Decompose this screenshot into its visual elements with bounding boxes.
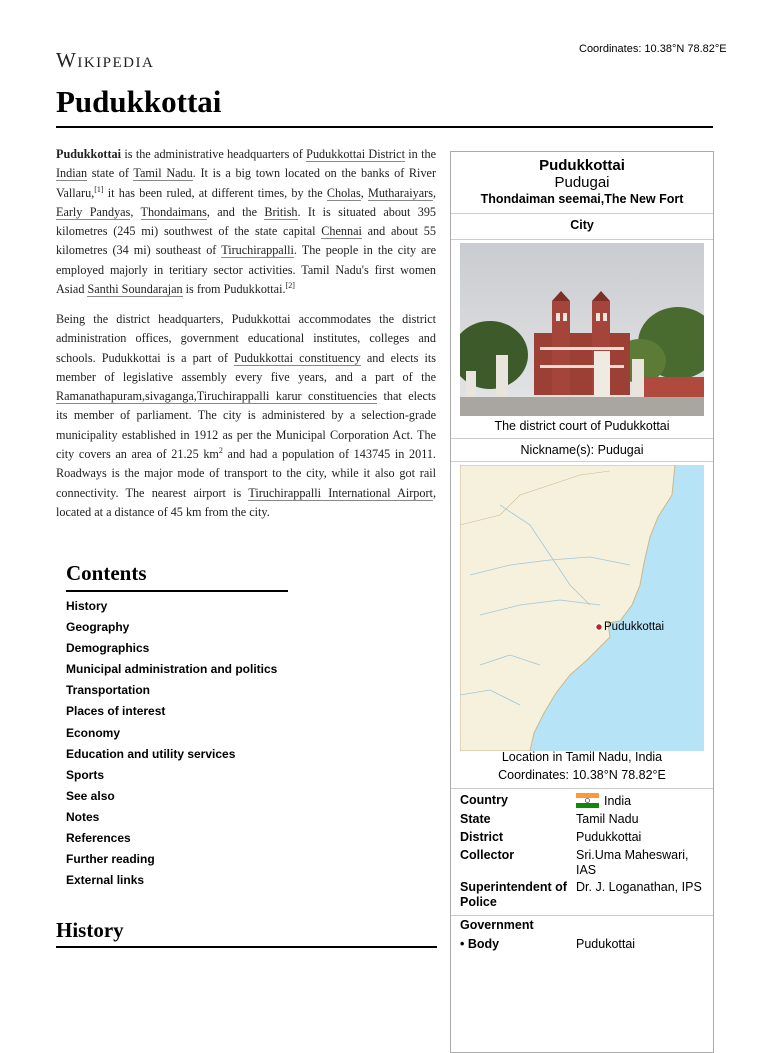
nickname: Nickname(s): Pudugai — [520, 443, 644, 457]
citation-ref[interactable]: 2 — [218, 446, 223, 456]
table-of-contents — [66, 561, 288, 893]
wikipedia-logo[interactable]: Wikipedia — [56, 48, 155, 72]
toc-item[interactable]: Geography — [66, 620, 130, 635]
toc-item[interactable]: Transportation — [66, 683, 151, 698]
title-divider — [56, 126, 713, 128]
row-key: Superintendent of Police — [460, 880, 567, 909]
text-run: it has been ruled, at different times, by the — [103, 185, 327, 200]
text-run: in the — [404, 147, 436, 161]
toc-item[interactable]: Further reading — [66, 852, 155, 867]
row-value: Sri.Uma Maheswari, IAS — [576, 848, 689, 877]
text-run: is from Pudukkottai. — [182, 282, 286, 297]
toc-item[interactable]: Demographics — [66, 641, 150, 656]
row-value[interactable] — [576, 793, 708, 809]
bold-term: Pudukkottai — [56, 147, 122, 161]
inline-link[interactable]: Tiruchirappalli International Airport — [248, 485, 433, 500]
row-key: Collector — [460, 848, 515, 862]
divider — [451, 213, 713, 214]
row-value[interactable]: Pudukkottai — [576, 830, 642, 844]
text-run: state of — [87, 166, 134, 181]
inline-link[interactable]: Thondaimans — [140, 204, 207, 219]
row-value[interactable]: Tamil Nadu — [576, 812, 639, 826]
infobox-tagline: Thondaiman seemai,The New Fort — [480, 192, 684, 206]
toc-item[interactable]: See also — [66, 788, 115, 803]
text-run: that elects its member of parliament. The city is administered by a selection-grade municipality established in 1912 as per the Municipal Corporation Act. The city covers an area of 21.25 km — [56, 389, 436, 462]
row-key: State — [460, 812, 491, 826]
inline-link[interactable]: Tamil Nadu — [133, 166, 193, 181]
page-title: Pudukkottai — [56, 84, 222, 119]
citation-ref[interactable]: [2] — [285, 281, 295, 291]
row-key: District — [460, 830, 504, 844]
text-run: . The people in the city are employed majorly in teritiary sector activities. Tamil Nadu's first women Asiad — [56, 243, 436, 297]
text-run: and had a population of 143745 in 2011. Roadways is the major mode of transport to the city, while it also got rail connectivity. The nearest airport is — [56, 447, 436, 500]
text-run: and about 55 kilometres (34 mi) southeast of — [56, 224, 436, 258]
infobox-native-name: Pudugai — [554, 174, 610, 191]
toc-list — [66, 598, 288, 893]
top-coordinates[interactable]: Coordinates: 10.38°N 78.82°E — [579, 43, 727, 55]
toc-item[interactable]: Municipal administration and politics — [66, 662, 278, 677]
divider — [451, 438, 713, 439]
india-flag-icon — [576, 793, 599, 808]
toc-item[interactable]: Sports — [66, 767, 105, 782]
text-run: , located at a distance of 45 km from the city. — [56, 485, 436, 519]
toc-item[interactable]: External links — [66, 873, 145, 888]
citation-ref[interactable]: [1] — [94, 184, 104, 194]
row-key: Country — [460, 793, 508, 807]
text-run: , and the — [206, 204, 265, 219]
map-marker-label: Pudukkottai — [604, 621, 665, 633]
inline-link[interactable]: Chennai — [321, 224, 362, 239]
country-value[interactable]: India — [604, 794, 632, 808]
row-key: • Body — [460, 937, 500, 951]
toc-item[interactable]: History — [66, 599, 108, 613]
inline-link[interactable]: Ramanathapuram,sivaganga,Tiruchirappalli karur constituencies — [56, 389, 378, 404]
divider — [451, 461, 713, 462]
toc-item[interactable]: References — [66, 831, 131, 846]
intro-paragraph-2 — [56, 310, 436, 522]
toc-title: Contents — [66, 561, 288, 592]
inline-link[interactable]: Tiruchirappalli — [221, 243, 294, 258]
toc-item[interactable]: Notes — [66, 809, 100, 824]
text-run: , — [360, 185, 368, 200]
row-value: Dr. J. Loganathan, IPS — [576, 880, 702, 894]
inline-link[interactable]: Indian — [56, 166, 88, 181]
infobox-settlement-type[interactable]: City — [570, 218, 594, 232]
toc-item[interactable]: Economy — [66, 725, 121, 740]
inline-link[interactable]: British — [264, 204, 298, 219]
divider — [451, 915, 713, 916]
row-key: Government — [460, 918, 534, 932]
toc-item[interactable]: Education and utility services — [66, 746, 236, 761]
text-run: , — [432, 185, 437, 200]
toc-item[interactable]: Places of interest — [66, 704, 166, 719]
inline-link[interactable]: Pudukkottai District — [306, 147, 405, 161]
district-court-photo[interactable] — [460, 243, 704, 416]
history-heading: History — [56, 918, 124, 942]
infobox-coordinates[interactable]: Coordinates: 10.38°N 78.82°E — [498, 768, 666, 782]
text-run: , — [130, 204, 141, 219]
map-caption: Location in Tamil Nadu, India — [501, 750, 663, 764]
inline-link[interactable]: Pudukkottai constituency — [234, 350, 361, 365]
text-run: . It is a big town located on the banks of River Vallaru, — [56, 166, 437, 200]
inline-link[interactable]: Santhi Soundarajan — [87, 282, 183, 297]
divider — [451, 239, 713, 240]
infobox-name: Pudukkottai — [539, 157, 625, 174]
inline-link[interactable]: Cholas — [326, 185, 361, 200]
intro-paragraph-1 — [56, 145, 436, 299]
text-run: Being the district headquarters, Pudukkottai accommodates the district administration offices, government educational institutes, colleges and schools. Pudukkottai is a part of — [56, 312, 436, 365]
location-map[interactable] — [460, 465, 704, 751]
text-run: and elects its member of legislative assembly every five years, and a part of the — [56, 350, 436, 384]
row-value: Pudukottai — [576, 937, 636, 951]
photo-caption: The district court of Pudukkottai — [494, 419, 670, 433]
text-run: is the administrative headquarters of — [121, 147, 307, 161]
inline-link[interactable]: Early Pandyas — [56, 204, 131, 219]
text-run: . It is situated about 395 kilometres (245 mi) southwest of the state capital — [56, 204, 437, 239]
divider — [451, 788, 713, 789]
inline-link[interactable]: Mutharaiyars — [367, 185, 433, 200]
history-divider — [56, 946, 437, 948]
infobox — [450, 151, 714, 1053]
